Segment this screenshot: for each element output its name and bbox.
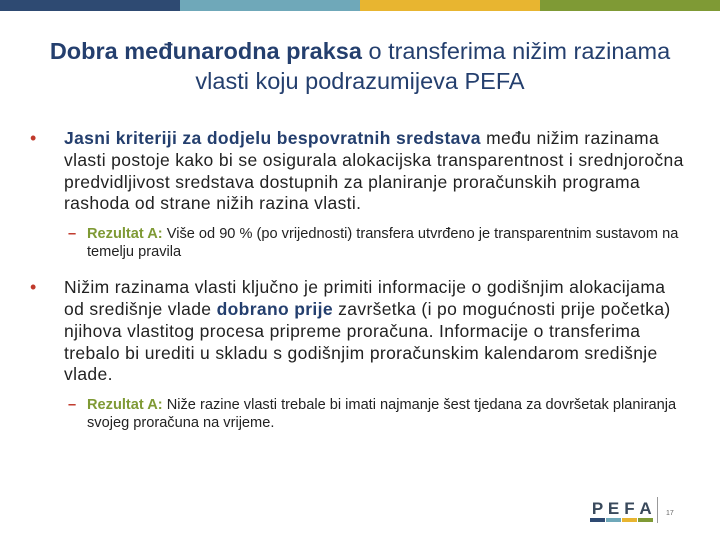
logo-divider (657, 497, 658, 523)
logo-bar (590, 518, 605, 522)
page-number: 17 (666, 510, 674, 517)
slide-content (30, 128, 690, 432)
sub-bullet-1 (30, 225, 690, 261)
title-bold: Dobra međunarodna praksa (49, 38, 362, 64)
pefa-logo (590, 500, 654, 524)
top-bar-segment-3 (360, 0, 540, 11)
logo-letter: E (606, 500, 621, 522)
slide-title (20, 36, 700, 96)
logo-bar (622, 518, 637, 522)
bullet-2 (30, 277, 690, 386)
sub-bullet-2 (30, 396, 690, 432)
top-bar-segment-4 (540, 0, 720, 11)
bullet-2-text-after: završetka (i po mogućnosti prije početka) njihova vlastitog procesa pripreme proračuna. Informacije o transferima trebalo bi urediti u skladu s godišnjim proračunskim kalendarom središnje vlade. (64, 298, 671, 385)
bullet-2-text-before: Nižim razinama vlasti ključno je primiti informacije o godišnjim alokacijama od središnje vlade (64, 277, 666, 319)
bullet-2-highlight: dobrano prije (216, 298, 333, 319)
sub-bullet-2-text: Niže razine vlasti trebale bi imati najmanje šest tjedana za dovršetak planiranja svojeg proračuna na vrijeme. (87, 397, 677, 432)
sub-bullet-1-label: Rezultat A: (87, 226, 163, 243)
bullet-marker: • (30, 277, 37, 298)
logo-letter: F (622, 500, 637, 522)
bullet-1-highlight: Jasni kriteriji za dodjelu bespovratnih sredstava (64, 128, 481, 148)
sub-bullet-dash: – (68, 397, 77, 414)
sub-bullet-dash: – (68, 226, 77, 243)
bullet-1-text: među nižim razinama vlasti postoje kako bi se osigurala alokacijska transparentnost i srednjoročna predvidljivost sredstava dostupnih za planiranje proračunskih programa rashoda od strane nižih razina vlasti. (64, 128, 684, 214)
logo-bar (638, 518, 653, 522)
sub-bullet-1-text: Više od 90 % (po vrijednosti) transfera utvrđeno je transparentnim sustavom na temelju pravila (87, 226, 679, 261)
logo-letter: A (638, 500, 653, 522)
top-bar-segment-2 (180, 0, 360, 11)
title-rest: o transferima nižim razinama vlasti koju podrazumijeva PEFA (195, 38, 671, 94)
logo-bar (606, 518, 621, 522)
top-color-bar (0, 0, 720, 11)
bullet-marker: • (30, 128, 37, 148)
logo-letter: P (590, 500, 605, 522)
top-bar-segment-1 (0, 0, 180, 11)
bullet-1 (30, 128, 690, 215)
sub-bullet-2-label: Rezultat A: (87, 397, 163, 414)
